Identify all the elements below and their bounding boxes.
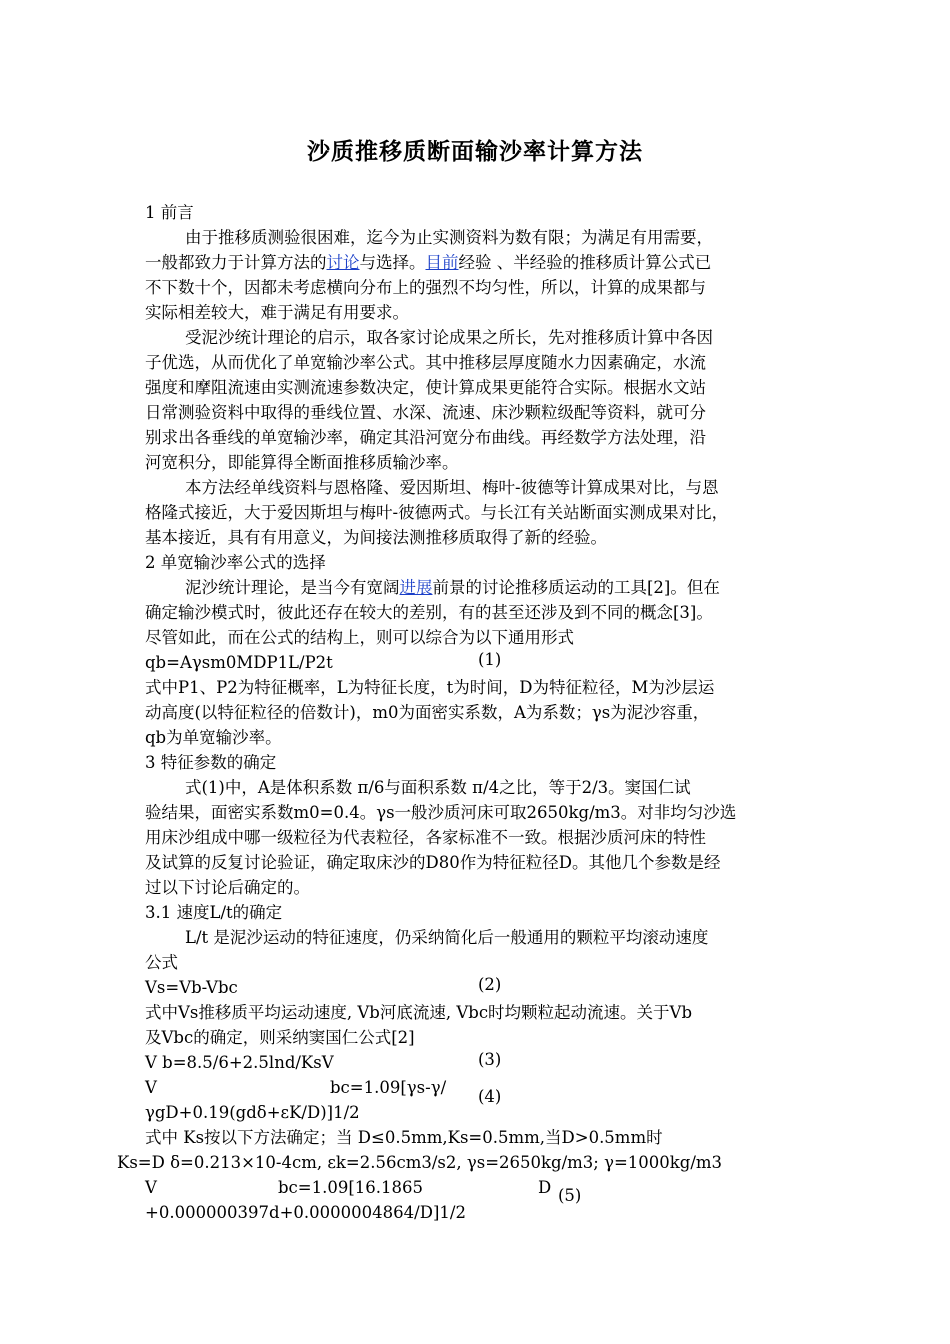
paragraph-line: 过以下讨论后确定的。: [145, 878, 310, 897]
paragraph-line: 日常测验资料中取得的垂线位置、水深、流速、床沙颗粒级配等资料，就可分: [145, 403, 706, 422]
equation-1: qb=Aγsm0MDP1L/P2t: [145, 653, 333, 672]
paragraph-line: 格隆式接近，大于爱因斯坦与梅叶-彼德两式。与长江有关站断面实测成果对比，: [145, 503, 729, 522]
link-muqian[interactable]: 目前: [425, 253, 459, 272]
equation-4-part: V: [145, 1078, 157, 1097]
paragraph-line: [145, 250, 711, 275]
text-span: 经验 、半经验的推移质计算公式已: [458, 253, 712, 272]
equation-3: V b=8.5/6+2.5lnd/KsV: [145, 1053, 334, 1072]
equation-number: (2): [478, 975, 502, 994]
equation-number: (3): [478, 1050, 502, 1069]
equation-4-part: bc=1.09[γs-γ/: [330, 1078, 447, 1097]
link-taolun[interactable]: 讨论: [326, 253, 360, 272]
text-span: 一般都致力于计算方法的: [145, 253, 327, 272]
paragraph-line: 强度和摩阻流速由实测流速参数决定，使计算成果更能符合实际。根据水文站: [145, 378, 706, 397]
paragraph-line: 验结果，面密实系数m0=0.4。γs一般沙质河床可取2650kg/m3。对非均匀沙选: [145, 803, 737, 822]
paragraph-line: 基本接近，具有有用意义，为间接法测推移质取得了新的经验。: [145, 528, 607, 547]
equation-number: (1): [478, 650, 502, 669]
paragraph-line: 式(1)中，A是体积系数 π/6与面积系数 π/4之比，等于2/3。窦国仁试: [185, 778, 691, 797]
paragraph-line: 及Vbc的确定，则采纳窦国仁公式[2]: [145, 1028, 415, 1047]
section-heading-2: 2 单宽输沙率公式的选择: [145, 553, 326, 572]
paragraph-line: 用床沙组成中哪一级粒径为代表粒径，各家标准不一致。根据沙质河床的特性: [145, 828, 706, 847]
paragraph-line: 本方法经单线资料与恩格隆、爱因斯坦、梅叶-彼德等计算成果对比，与恩: [185, 478, 719, 497]
paragraph-line: L/t 是泥沙运动的特征速度，仍采纳简化后一般通用的颗粒平均滚动速度: [185, 928, 709, 947]
equation-number: (4): [478, 1087, 502, 1106]
paragraph-line: 及试算的反复讨论验证，确定取床沙的D80作为特征粒径D。其他几个参数是经: [145, 853, 721, 872]
equation-2: Vs=Vb-Vbc: [145, 978, 238, 997]
page-title: 沙质推移质断面输沙率计算方法: [307, 139, 643, 165]
equation-5-part: +0.000000397d+0.0000004864/D]1/2: [145, 1203, 466, 1222]
section-heading-1: 1 前言: [145, 203, 194, 222]
equation-5-part: V: [145, 1178, 157, 1197]
paragraph-line: 式中Vs推移质平均运动速度, Vb河底流速, Vbc时均颗粒起动流速。关于Vb: [145, 1003, 693, 1022]
equation-number: (5): [558, 1186, 582, 1205]
text-span: 泥沙统计理论，是当今有宽阔: [185, 578, 400, 597]
paragraph-line: 不下数十个，因都未考虑横向分布上的强烈不均匀性，所以，计算的成果都与: [145, 278, 706, 297]
equation-4-part: γgD+0.19(gdδ+εK/D)]1/2: [145, 1103, 360, 1122]
paragraph-line: 公式: [145, 953, 178, 972]
paragraph-line: 实际相差较大，难于满足有用要求。: [145, 303, 409, 322]
subsection-heading-3-1: 3.1 速度L/t的确定: [145, 903, 283, 922]
paragraph-line: 式中 Ks按以下方法确定；当 D≤0.5mm,Ks=0.5mm,当D>0.5mm时: [145, 1128, 663, 1147]
paragraph-line: qb为单宽输沙率。: [145, 728, 282, 747]
paragraph-line: [185, 575, 720, 600]
equation-5-part: bc=1.09[16.1865: [278, 1178, 424, 1197]
paragraph-line: 确定输沙模式时，彼此还存在较大的差别，有的甚至还涉及到不同的概念[3]。: [145, 603, 713, 622]
paragraph-line: 别求出各垂线的单宽输沙率，确定其沿河宽分布曲线。再经数学方法处理，沿: [145, 428, 706, 447]
paragraph-line: 动高度(以特征粒径的倍数计)，m0为面密实系数，A为系数；γs为泥沙容重，: [145, 703, 710, 722]
paragraph-line: 由于推移质测验很困难，迄今为止实测资料为数有限；为满足有用需要，: [185, 228, 713, 247]
section-heading-3: 3 特征参数的确定: [145, 753, 277, 772]
text-span: 与选择。: [359, 253, 426, 272]
equation-5-part: D: [538, 1178, 552, 1197]
paragraph-line: Ks=D δ=0.213×10-4cm, εk=2.56cm3/s2, γs=2650kg/m3; γ=1000kg/m3: [117, 1153, 723, 1172]
paragraph-line: 受泥沙统计理论的启示，取各家讨论成果之所长，先对推移质计算中各因: [185, 328, 713, 347]
paragraph-line: 子优选，从而优化了单宽输沙率公式。其中推移层厚度随水力因素确定，水流: [145, 353, 706, 372]
paragraph-line: 尽管如此，而在公式的结构上，则可以综合为以下通用形式: [145, 628, 574, 647]
paragraph-line: 河宽积分，即能算得全断面推移质输沙率。: [145, 453, 459, 472]
link-jinzhan[interactable]: 进展: [399, 578, 433, 597]
paragraph-line: 式中P1、P2为特征概率，L为特征长度，t为时间，D为特征粒径，M为沙层运: [145, 678, 715, 697]
text-span: 前景的讨论推移质运动的工具[2]。但在: [432, 578, 720, 597]
